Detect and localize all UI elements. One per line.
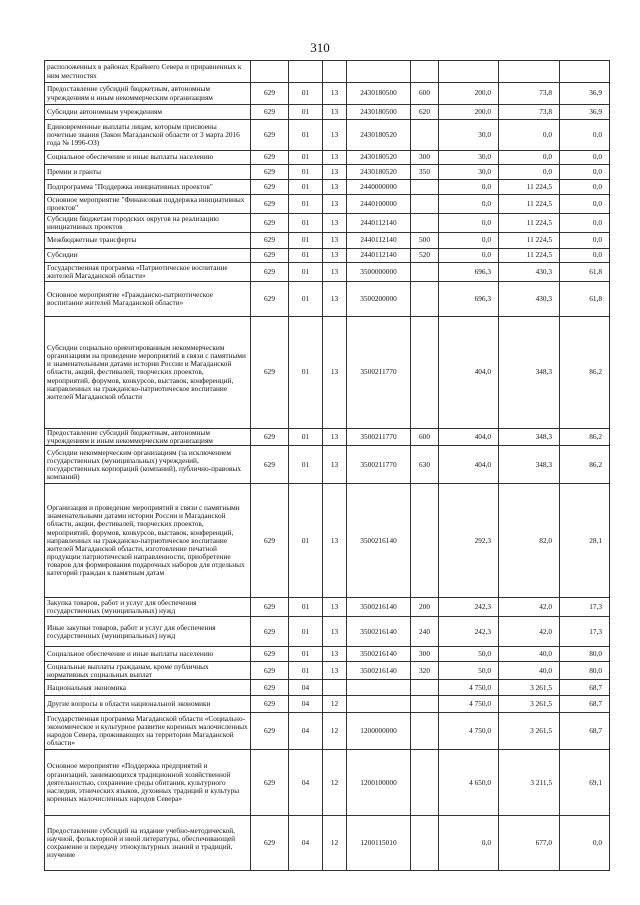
cell-csr: 1200000000 <box>347 713 411 750</box>
cell-v3: 0,0 <box>560 180 610 195</box>
cell-rz: 01 <box>289 662 323 680</box>
cell-ved: 629 <box>251 647 289 662</box>
table-row <box>45 151 610 165</box>
cell-v3: 0,0 <box>560 816 610 871</box>
cell-ved: 629 <box>251 83 289 105</box>
cell-csr: 3500216140 <box>347 598 411 617</box>
cell-vr: 320 <box>411 662 439 680</box>
cell-pr <box>323 61 347 83</box>
cell-v1: 4 750,0 <box>439 696 499 713</box>
cell-v2: 430,3 <box>499 282 560 317</box>
cell-vr <box>411 180 439 195</box>
row-name: Национальная экономика <box>45 680 251 696</box>
cell-rz: 01 <box>289 263 323 282</box>
cell-v2: 73,8 <box>499 105 560 120</box>
cell-v3 <box>560 61 610 83</box>
cell-ved: 629 <box>251 484 289 598</box>
row-name: Закупка товаров, работ и услуг для обеспечения государственных (муниципальных) нужд <box>45 598 251 617</box>
cell-pr: 13 <box>323 617 347 647</box>
cell-csr: 3500216140 <box>347 617 411 647</box>
table-row <box>45 214 610 233</box>
cell-ved: 629 <box>251 105 289 120</box>
cell-v1: 404,0 <box>439 429 499 446</box>
cell-pr: 13 <box>323 484 347 598</box>
cell-ved: 629 <box>251 713 289 750</box>
table-row <box>45 484 610 598</box>
cell-pr: 13 <box>323 662 347 680</box>
cell-v1: 242,3 <box>439 617 499 647</box>
table-row <box>45 120 610 151</box>
cell-v2: 11 224,5 <box>499 180 560 195</box>
cell-v2: 3 261,5 <box>499 696 560 713</box>
cell-pr: 12 <box>323 750 347 816</box>
cell-csr: 2440000000 <box>347 180 411 195</box>
row-name: Подпрограмма "Поддержка инициативных проектов" <box>45 180 251 195</box>
cell-v2: 11 224,5 <box>499 249 560 263</box>
cell-v3: 0,0 <box>560 195 610 214</box>
cell-v1: 0,0 <box>439 195 499 214</box>
cell-vr: 500 <box>411 233 439 249</box>
cell-vr: 240 <box>411 617 439 647</box>
cell-rz: 01 <box>289 195 323 214</box>
cell-pr: 12 <box>323 816 347 871</box>
cell-v2: 0,0 <box>499 151 560 165</box>
cell-ved: 629 <box>251 598 289 617</box>
row-name: Единовременные выплаты лицам, которым присвоены почетные звания (Закон Магаданской области от 3 марта 2016 года № 1996-ОЗ) <box>45 120 251 151</box>
cell-rz: 01 <box>289 233 323 249</box>
cell-csr: 3500216140 <box>347 484 411 598</box>
cell-ved: 629 <box>251 120 289 151</box>
cell-v2: 82,0 <box>499 484 560 598</box>
cell-csr: 3500200000 <box>347 282 411 317</box>
row-name: Предоставление субсидий бюджетным, автономным учреждениям и иным некоммерческим организациям <box>45 429 251 446</box>
cell-csr: 2440112140 <box>347 214 411 233</box>
cell-ved: 629 <box>251 233 289 249</box>
cell-rz: 04 <box>289 696 323 713</box>
table-row <box>45 446 610 484</box>
cell-v3: 36,9 <box>560 105 610 120</box>
cell-rz: 01 <box>289 214 323 233</box>
cell-rz: 01 <box>289 617 323 647</box>
cell-ved <box>251 61 289 83</box>
cell-vr <box>411 680 439 696</box>
cell-ved: 629 <box>251 195 289 214</box>
row-name: Организация и проведение мероприятий в связи с памятными знаменательными датами истории России и Магаданской области, акции, фестивалей, творческих проектов, мероприятий, форумов, конкурсов, выставок, конференций, направленных на гражданско-патриотическое воспитание жителей Магаданской области, изготовление печатной продукции патриотической направленности, приобретение товаров для формирования подарочных наборов для отдельных категорий граждан к памятным датам <box>45 484 251 598</box>
row-name: Государственная программа «Патриотическое воспитание жителей Магаданской области» <box>45 263 251 282</box>
cell-rz: 01 <box>289 249 323 263</box>
cell-pr <box>323 680 347 696</box>
cell-v2: 3 211,5 <box>499 750 560 816</box>
cell-v2: 42,0 <box>499 617 560 647</box>
cell-vr <box>411 263 439 282</box>
cell-v2: 430,3 <box>499 263 560 282</box>
cell-ved: 629 <box>251 429 289 446</box>
cell-vr <box>411 195 439 214</box>
cell-pr: 13 <box>323 180 347 195</box>
cell-v3: 0,0 <box>560 120 610 151</box>
table-row <box>45 249 610 263</box>
cell-v3: 0,0 <box>560 151 610 165</box>
cell-v3: 86,2 <box>560 317 610 429</box>
cell-pr: 13 <box>323 151 347 165</box>
cell-rz: 01 <box>289 165 323 180</box>
cell-v2: 3 261,5 <box>499 680 560 696</box>
cell-pr: 13 <box>323 195 347 214</box>
cell-csr: 2430180520 <box>347 120 411 151</box>
cell-vr <box>411 713 439 750</box>
cell-v3: 0,0 <box>560 249 610 263</box>
table-row <box>45 105 610 120</box>
cell-csr: 2440112140 <box>347 249 411 263</box>
cell-csr: 3500211770 <box>347 446 411 484</box>
table-row <box>45 696 610 713</box>
budget-table <box>44 60 610 871</box>
row-name: Социальное обеспечение и иные выплаты населению <box>45 647 251 662</box>
cell-csr: 2440100000 <box>347 195 411 214</box>
cell-v1 <box>439 61 499 83</box>
table-row <box>45 180 610 195</box>
table-row <box>45 61 610 83</box>
table-row <box>45 647 610 662</box>
cell-csr: 3500000000 <box>347 263 411 282</box>
cell-csr: 2430180520 <box>347 151 411 165</box>
cell-pr: 12 <box>323 713 347 750</box>
table-row <box>45 713 610 750</box>
cell-v2: 42,0 <box>499 598 560 617</box>
cell-v1: 30,0 <box>439 165 499 180</box>
cell-v3: 0,0 <box>560 214 610 233</box>
cell-rz: 04 <box>289 713 323 750</box>
row-name: Предоставление субсидий на издание учебно-методической, научной, фольклорной и иной литературы, обеспечивающей сохранение и передачу этнокультурных знаний и традиций, изучение <box>45 816 251 871</box>
cell-csr: 3500216140 <box>347 662 411 680</box>
table-body <box>45 61 610 871</box>
cell-v3: 17,3 <box>560 598 610 617</box>
table-row <box>45 816 610 871</box>
cell-pr: 13 <box>323 249 347 263</box>
cell-v1: 0,0 <box>439 214 499 233</box>
table-row <box>45 617 610 647</box>
cell-rz: 01 <box>289 429 323 446</box>
cell-pr: 13 <box>323 165 347 180</box>
cell-ved: 629 <box>251 446 289 484</box>
row-name: Социальные выплаты гражданам, кроме публичных нормативных социальных выплат <box>45 662 251 680</box>
cell-v1: 0,0 <box>439 816 499 871</box>
cell-vr: 300 <box>411 647 439 662</box>
cell-ved: 629 <box>251 151 289 165</box>
row-name: Субсидии <box>45 249 251 263</box>
cell-vr <box>411 696 439 713</box>
cell-v1: 292,3 <box>439 484 499 598</box>
row-name: Межбюджетные трансферты <box>45 233 251 249</box>
cell-vr <box>411 214 439 233</box>
cell-v1: 4 750,0 <box>439 680 499 696</box>
cell-v3: 68,7 <box>560 713 610 750</box>
cell-v2: 0,0 <box>499 165 560 180</box>
cell-v2: 11 224,5 <box>499 233 560 249</box>
table-row <box>45 662 610 680</box>
cell-rz: 01 <box>289 120 323 151</box>
table-row <box>45 195 610 214</box>
cell-csr: 2440112140 <box>347 233 411 249</box>
row-name: Основное мероприятие «Поддержка предприятий и организаций, занимающихся традиционной хозяйственной деятельностью, сохранение среды обитания, культурного наследия, этнических языков, духовных традиций и культуры коренных малочисленных народов Севера» <box>45 750 251 816</box>
cell-v3: 28,1 <box>560 484 610 598</box>
cell-v1: 0,0 <box>439 249 499 263</box>
cell-pr: 13 <box>323 282 347 317</box>
table-row <box>45 263 610 282</box>
cell-v2: 73,8 <box>499 83 560 105</box>
cell-v3: 80,0 <box>560 662 610 680</box>
cell-v3: 68,7 <box>560 696 610 713</box>
cell-rz: 01 <box>289 317 323 429</box>
cell-pr: 12 <box>323 696 347 713</box>
table-row <box>45 233 610 249</box>
cell-v2: 348,3 <box>499 429 560 446</box>
cell-v1: 50,0 <box>439 662 499 680</box>
cell-vr: 600 <box>411 429 439 446</box>
cell-vr: 600 <box>411 83 439 105</box>
cell-pr: 13 <box>323 263 347 282</box>
cell-rz: 04 <box>289 680 323 696</box>
table-row <box>45 680 610 696</box>
cell-csr: 3500216140 <box>347 647 411 662</box>
cell-v2: 3 261,5 <box>499 713 560 750</box>
cell-rz: 01 <box>289 647 323 662</box>
cell-csr: 1200100000 <box>347 750 411 816</box>
cell-pr: 13 <box>323 446 347 484</box>
cell-vr <box>411 120 439 151</box>
cell-ved: 629 <box>251 180 289 195</box>
cell-vr: 200 <box>411 598 439 617</box>
cell-vr <box>411 61 439 83</box>
cell-v2: 348,3 <box>499 317 560 429</box>
cell-csr: 1200115010 <box>347 816 411 871</box>
cell-rz: 01 <box>289 105 323 120</box>
cell-vr: 520 <box>411 249 439 263</box>
table-row <box>45 165 610 180</box>
cell-csr <box>347 61 411 83</box>
cell-ved: 629 <box>251 249 289 263</box>
cell-pr: 13 <box>323 429 347 446</box>
row-name: Субсидии социально ориентированным некоммерческим организациям на проведение мероприятий в связи с памятными и знаменательными датами истории России и Магаданской области, акций, фестивалей, творческих проектов, мероприятий, форумов, конкурсов, выставок, конференций, направленных на гражданско-патриотическое воспитание жителей Магаданской области <box>45 317 251 429</box>
cell-v3: 36,9 <box>560 83 610 105</box>
row-name: Государственная программа Магаданской области «Социально-экономическое и культурное развитие коренных малочисленных народов Севера, проживающих на территории Магаданской области» <box>45 713 251 750</box>
row-name: Предоставление субсидий бюджетным, автономным учреждениям и иным некоммерческим организациям <box>45 83 251 105</box>
cell-pr: 13 <box>323 233 347 249</box>
cell-ved: 629 <box>251 617 289 647</box>
table-row <box>45 282 610 317</box>
cell-csr <box>347 696 411 713</box>
row-name: Основное мероприятие "Финансовая поддержка инициативных проектов" <box>45 195 251 214</box>
cell-vr: 350 <box>411 165 439 180</box>
cell-v3: 68,7 <box>560 680 610 696</box>
cell-v1: 696,3 <box>439 263 499 282</box>
cell-v3: 0,0 <box>560 165 610 180</box>
cell-vr: 300 <box>411 151 439 165</box>
cell-ved: 629 <box>251 662 289 680</box>
row-name: Иные закупки товаров, работ и услуг для обеспечения государственных (муниципальных) нужд <box>45 617 251 647</box>
cell-pr: 13 <box>323 83 347 105</box>
cell-rz <box>289 61 323 83</box>
cell-v3: 17,3 <box>560 617 610 647</box>
cell-v1: 50,0 <box>439 647 499 662</box>
cell-v1: 404,0 <box>439 446 499 484</box>
cell-vr: 630 <box>411 446 439 484</box>
cell-vr <box>411 484 439 598</box>
cell-v3: 86,2 <box>560 429 610 446</box>
cell-csr: 3500211770 <box>347 429 411 446</box>
cell-v2: 0,0 <box>499 120 560 151</box>
cell-v3: 69,1 <box>560 750 610 816</box>
cell-pr: 13 <box>323 214 347 233</box>
page-number: 310 <box>310 40 330 55</box>
cell-vr: 620 <box>411 105 439 120</box>
cell-ved: 629 <box>251 165 289 180</box>
cell-v2: 348,3 <box>499 446 560 484</box>
cell-ved: 629 <box>251 263 289 282</box>
cell-v1: 30,0 <box>439 151 499 165</box>
table-row <box>45 750 610 816</box>
table-row <box>45 429 610 446</box>
cell-rz: 04 <box>289 750 323 816</box>
cell-v1: 0,0 <box>439 233 499 249</box>
cell-rz: 01 <box>289 484 323 598</box>
cell-ved: 629 <box>251 750 289 816</box>
cell-v3: 80,0 <box>560 647 610 662</box>
cell-v3: 61,8 <box>560 282 610 317</box>
cell-vr <box>411 750 439 816</box>
cell-rz: 01 <box>289 151 323 165</box>
row-name: расположенных в районах Крайнего Севера и приравненных к ним местностях <box>45 61 251 83</box>
cell-v1: 696,3 <box>439 282 499 317</box>
cell-ved: 629 <box>251 816 289 871</box>
cell-csr: 3500211770 <box>347 317 411 429</box>
cell-v1: 200,0 <box>439 105 499 120</box>
row-name: Социальное обеспечение и иные выплаты населению <box>45 151 251 165</box>
cell-pr: 13 <box>323 120 347 151</box>
cell-v1: 0,0 <box>439 180 499 195</box>
cell-ved: 629 <box>251 282 289 317</box>
cell-v3: 86,2 <box>560 446 610 484</box>
row-name: Субсидии некоммерческим организациям (за исключением государственных (муниципальных) учреждений, государственных корпораций (компаний), публично-правовых компаний) <box>45 446 251 484</box>
cell-pr: 13 <box>323 105 347 120</box>
cell-v2: 40,0 <box>499 662 560 680</box>
cell-vr <box>411 317 439 429</box>
row-name: Субсидии автономным учреждениям <box>45 105 251 120</box>
cell-v1: 30,0 <box>439 120 499 151</box>
cell-ved: 629 <box>251 680 289 696</box>
cell-pr: 13 <box>323 317 347 429</box>
cell-v3: 61,8 <box>560 263 610 282</box>
cell-csr <box>347 680 411 696</box>
cell-v1: 4 750,0 <box>439 713 499 750</box>
cell-rz: 01 <box>289 180 323 195</box>
row-name: Субсидии бюджетам городских округов на реализацию инициативных проектов <box>45 214 251 233</box>
cell-csr: 2430180520 <box>347 165 411 180</box>
table-row <box>45 598 610 617</box>
table-row <box>45 317 610 429</box>
cell-vr <box>411 816 439 871</box>
cell-ved: 629 <box>251 696 289 713</box>
cell-pr: 13 <box>323 598 347 617</box>
row-name: Другие вопросы в области национальной экономики <box>45 696 251 713</box>
cell-v2: 11 224,5 <box>499 195 560 214</box>
cell-rz: 01 <box>289 446 323 484</box>
row-name: Премии и гранты <box>45 165 251 180</box>
cell-v2: 677,0 <box>499 816 560 871</box>
table-row <box>45 83 610 105</box>
cell-csr: 2430180500 <box>347 83 411 105</box>
cell-v2: 40,0 <box>499 647 560 662</box>
cell-v2 <box>499 61 560 83</box>
cell-rz: 01 <box>289 598 323 617</box>
row-name: Основное мероприятие «Гражданско-патриотическое воспитание жителей Магаданской области» <box>45 282 251 317</box>
cell-v1: 200,0 <box>439 83 499 105</box>
cell-v1: 4 650,0 <box>439 750 499 816</box>
cell-v3: 0,0 <box>560 233 610 249</box>
cell-vr <box>411 282 439 317</box>
cell-rz: 01 <box>289 83 323 105</box>
cell-ved: 629 <box>251 214 289 233</box>
cell-csr: 2430180500 <box>347 105 411 120</box>
cell-v1: 242,3 <box>439 598 499 617</box>
cell-ved: 629 <box>251 317 289 429</box>
cell-v1: 404,0 <box>439 317 499 429</box>
cell-pr: 13 <box>323 647 347 662</box>
cell-v2: 11 224,5 <box>499 214 560 233</box>
cell-rz: 04 <box>289 816 323 871</box>
cell-rz: 01 <box>289 282 323 317</box>
